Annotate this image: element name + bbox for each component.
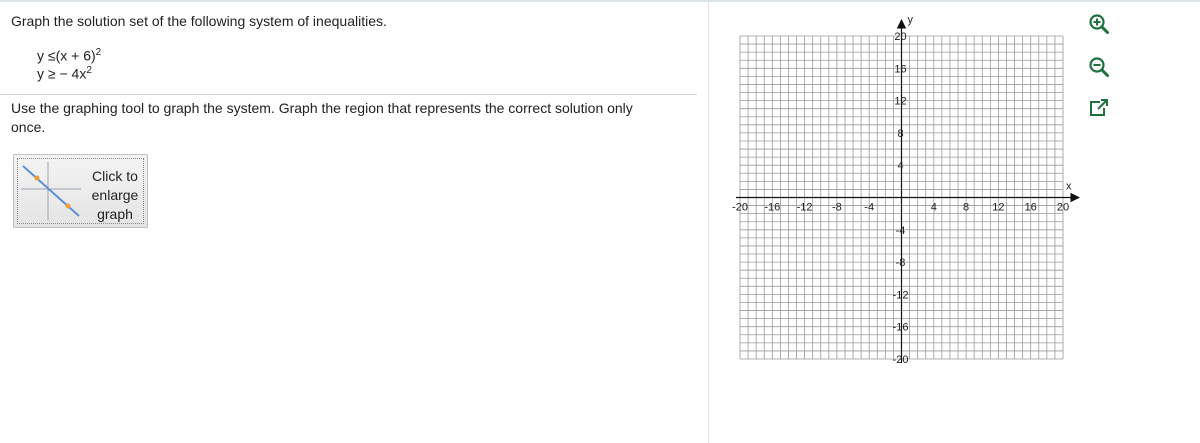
x-tick-label: 20 — [1056, 201, 1070, 214]
x-tick-label: 8 — [963, 201, 970, 214]
axis-tick-labels — [732, 31, 1069, 366]
x-axis-label: x — [1066, 180, 1072, 193]
y-axis-label: y — [907, 14, 913, 26]
y-tick-label: 20 — [894, 31, 907, 43]
x-tick-label: -8 — [832, 201, 842, 214]
ineq2-rhs: − 4x — [59, 65, 87, 82]
instruction-line-2: once. — [11, 119, 46, 135]
zoom-in-icon[interactable] — [1088, 13, 1110, 35]
instruction-text — [11, 99, 691, 137]
inequality-2 — [37, 65, 92, 82]
zoom-out-icon[interactable] — [1088, 56, 1110, 78]
thumb-point-2 — [66, 204, 71, 209]
x-tick-label: -4 — [864, 201, 875, 214]
x-tick-label: 12 — [992, 201, 1005, 214]
thumb-line — [23, 166, 79, 216]
x-tick-label: 16 — [1024, 201, 1037, 214]
popout-icon[interactable] — [1088, 97, 1110, 119]
enlarge-graph-button[interactable] — [13, 154, 148, 228]
y-tick-label: 12 — [894, 95, 907, 108]
x-tick-label: 4 — [930, 201, 937, 214]
graph-canvas[interactable] — [709, 2, 1129, 440]
enlarge-button-label — [84, 167, 146, 224]
y-tick-label: -8 — [895, 257, 906, 270]
enlarge-label-line-1: Click to — [92, 168, 138, 184]
enlarge-label-line-2: enlarge — [91, 187, 139, 203]
ineq2-lhs: y — [37, 65, 44, 82]
y-tick-label: 16 — [894, 63, 907, 76]
enlarge-button-focus-frame — [17, 158, 144, 224]
y-tick-label: -12 — [892, 289, 909, 302]
divider — [0, 94, 697, 95]
thumb-point-1 — [35, 176, 40, 181]
ineq2-exp: 2 — [86, 65, 92, 76]
x-tick-label: -20 — [732, 201, 748, 214]
y-tick-label: -20 — [892, 354, 909, 366]
y-tick-label: -4 — [895, 224, 906, 237]
graph-thumbnail-icon — [21, 162, 81, 220]
x-tick-label: -12 — [796, 201, 813, 214]
instruction-line-1: Use the graphing tool to graph the system. Graph the region that represents the correct solution only — [11, 100, 633, 116]
enlarge-label-line-3: graph — [97, 206, 133, 222]
question-prompt: Graph the solution set of the following system of inequalities. — [11, 13, 387, 29]
ineq2-op: ≥ — [47, 65, 56, 82]
ineq1-lhs: y — [37, 47, 44, 64]
y-tick-label: -16 — [892, 321, 909, 334]
inequality-1 — [37, 47, 101, 64]
y-tick-label: 8 — [897, 127, 904, 140]
ineq1-rhs: (x + 6) — [55, 47, 96, 64]
x-tick-label: -16 — [764, 201, 781, 214]
ineq1-exp: 2 — [95, 47, 102, 58]
y-tick-label: 4 — [897, 160, 904, 173]
ineq1-op: ≤ — [47, 47, 56, 64]
question-panel — [0, 2, 708, 443]
